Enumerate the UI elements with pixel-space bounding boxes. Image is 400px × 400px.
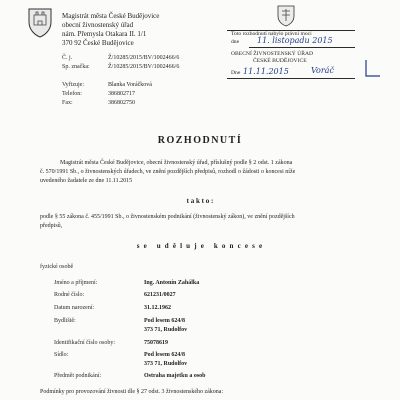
field-value-name: Ing. Antonín Zahálka — [144, 280, 200, 286]
stamp-legal-force-text: Toto rozhodnutí nabylo právní moci — [231, 31, 312, 37]
contact-value-phone: 386802717 — [108, 91, 135, 97]
field-label-residence: Bydliště: — [54, 318, 76, 324]
authority-street: nám. Přemysla Otakara II. 1/1 — [62, 30, 147, 38]
intro-line-2: č. 570/1991 Sb., o živnostenských úřadech, ve znění pozdějších předpisů, rozhodl o žádosti o koncesi níže — [40, 169, 296, 175]
grant-heading: s e u d ě l u j e k o n c e s e — [136, 242, 264, 250]
contact-value-fax: 386802750 — [108, 100, 135, 106]
field-label-id-number: Identifikační číslo osoby: — [54, 340, 115, 346]
stamp-emblem-icon — [276, 4, 296, 28]
stamp-date-label: dne — [231, 39, 240, 45]
field-value-id-number: 75078619 — [144, 340, 168, 346]
field-value-birth-number: 621231/0027 — [144, 292, 176, 298]
handwritten-mark-icon — [362, 58, 384, 84]
field-value-birth-date: 31.12.1962 — [144, 305, 171, 311]
contact-label-handler: Vyřizuje: — [62, 82, 84, 88]
ref-label: Č. j. — [62, 55, 73, 61]
field-label-seat: Sídlo: — [54, 352, 69, 358]
city-coat-of-arms-logo — [26, 6, 54, 38]
basis-line-1: podle § 55 zákona č. 455/1991 Sb., o živnostenském podnikání (živnostenský zákon), ve znění pozdějších — [40, 214, 295, 220]
legal-force-stamp — [227, 30, 355, 86]
stamp-sign-date-handwritten: 11.11.2015 — [243, 67, 289, 76]
person-type: fyzické osobě — [40, 264, 74, 270]
authority-city: 370 92 České Budějovice — [62, 39, 134, 47]
field-value-seat: Pod lesem 624/8 — [144, 352, 185, 358]
authority-office: obecní živnostenský úřad — [62, 21, 134, 29]
field-label-birth-date: Datum narození: — [54, 305, 95, 311]
stamp-signature-handwritten: Voráč — [311, 66, 334, 75]
field-label-business-subject: Předmět podnikání: — [54, 373, 102, 379]
field-label-name: Jméno a příjmení: — [54, 280, 98, 286]
field-value-residence: Pod lesem 624/8 — [144, 318, 185, 324]
field-value-business-subject: Ostraha majetku a osob — [144, 373, 206, 379]
intro-line-3: uvedeného žadatele ze dne 11.11.2015 — [40, 178, 133, 184]
stamp-date-handwritten: 11. listopadu 2015 — [257, 36, 333, 45]
contact-value-handler: Blanka Voráčková — [108, 82, 152, 88]
stamp-office-line2: ČESKÉ BUDĚJOVICE — [253, 58, 307, 64]
field-value-seat-city: 373 71, Rudolfov — [144, 361, 188, 367]
field-label-birth-number: Rodné číslo: — [54, 292, 85, 298]
stamp-office-line1: OBECNÍ ŽIVNOSTENSKÝ ÚŘAD — [231, 51, 314, 57]
field-value-residence-city: 373 71, Rudolfov — [144, 327, 188, 333]
file-value: Ž/10285/2015/BV/1002466/6 — [108, 64, 180, 70]
contact-label-fax: Fax: — [62, 100, 73, 106]
takto-heading: t a k t o : — [186, 197, 214, 205]
conditions-line: Podmínky pro provozování živnosti dle § 27 odst. 3 živnostenského zákona: — [40, 389, 224, 395]
authority-name: Magistrát města České Budějovice — [62, 12, 160, 20]
ref-value: Ž/10285/2015/BV/1002466/6 — [108, 55, 180, 61]
file-label: Sp. značka: — [62, 64, 90, 70]
intro-line-1: Magistrát města České Budějovice, obecní živnostenský úřad, příslušný podle § 2 odst. 1 zákona — [60, 160, 293, 166]
document-title: ROZHODNUTÍ — [157, 135, 243, 146]
stamp-sign-label: Dne — [231, 70, 241, 76]
contact-label-phone: Telefon: — [62, 91, 82, 97]
basis-line-2: předpisů, — [40, 223, 63, 229]
